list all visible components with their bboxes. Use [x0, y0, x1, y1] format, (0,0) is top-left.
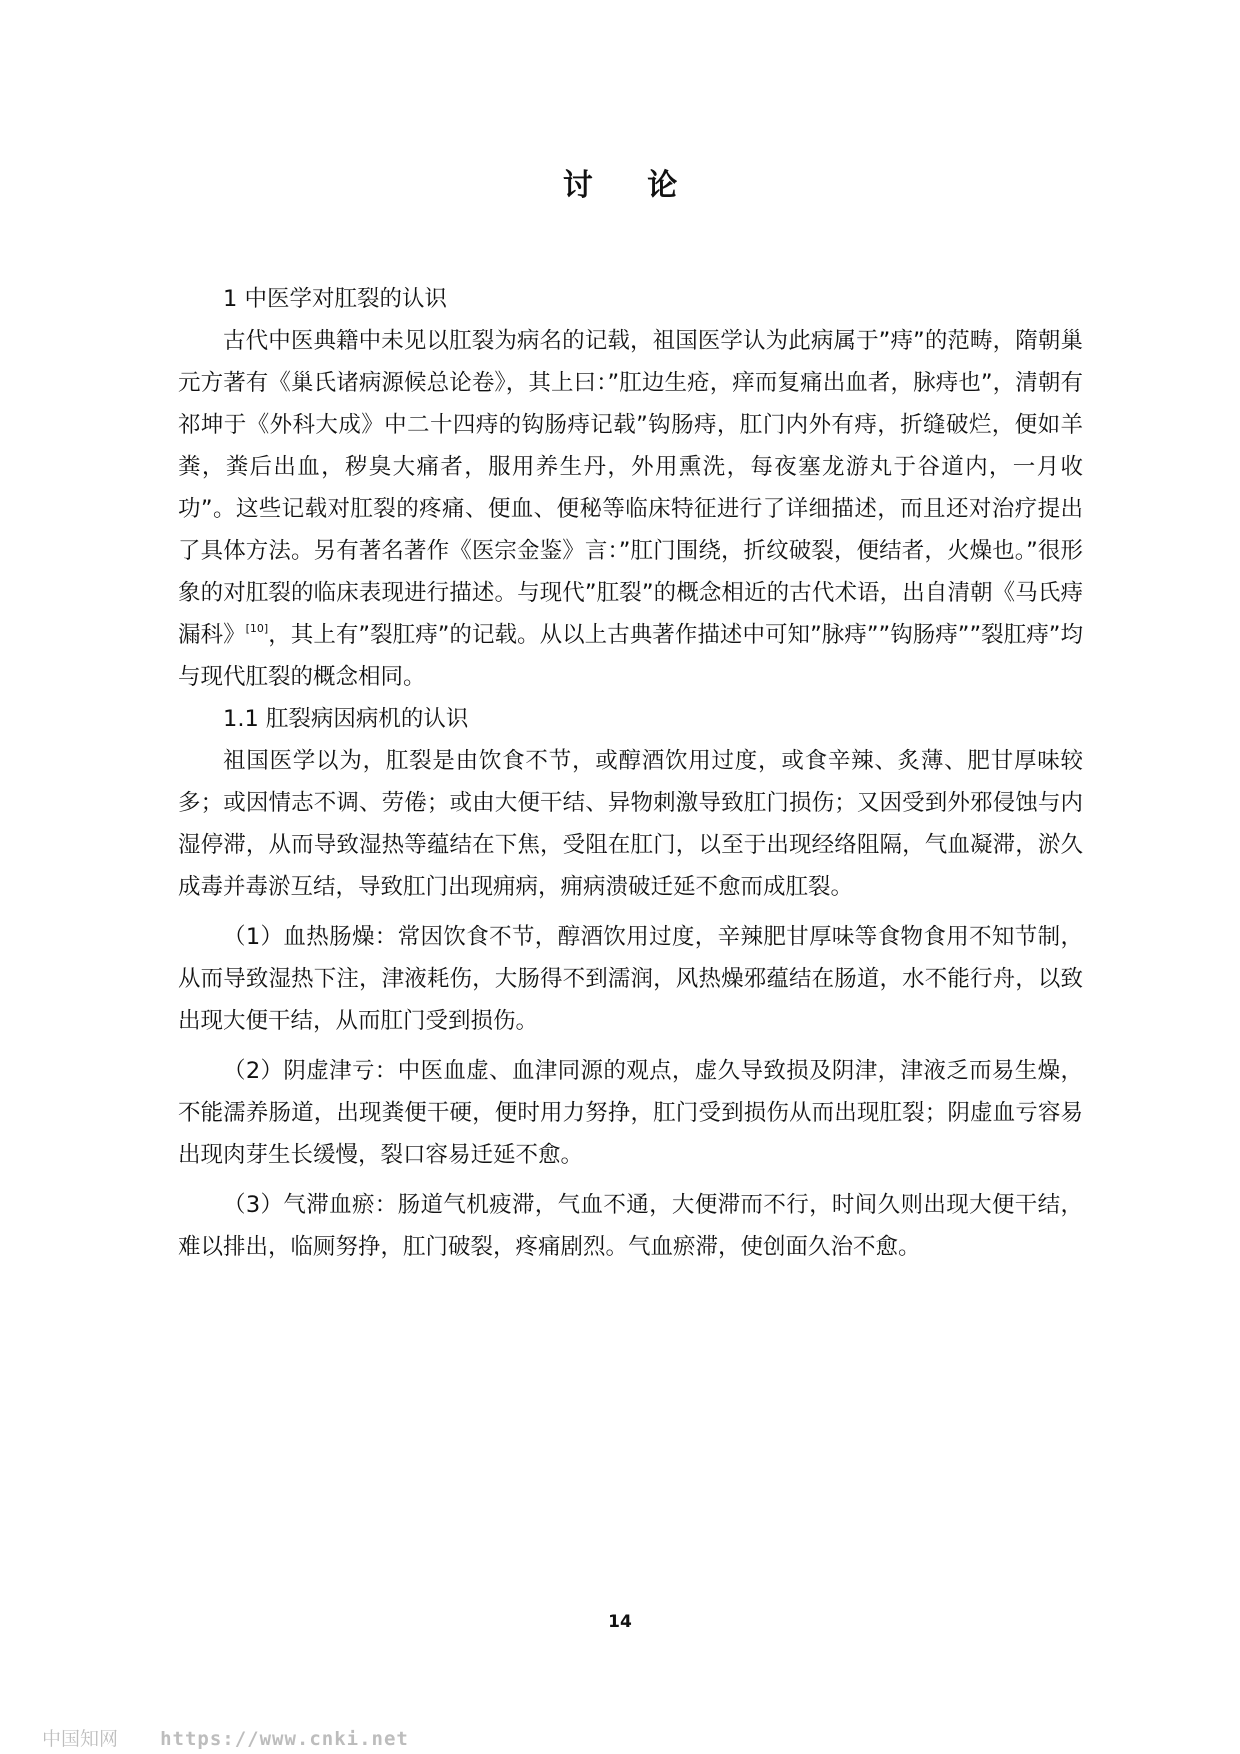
section-heading-1: 1 中医学对肛裂的认识 [223, 286, 447, 312]
list-item-3: （3）气滞血瘀：肠道气机疲滞，气血不通，大便滞而不行，时间久则出现大便干结，难以排出，临厕努挣，肛门破裂，疼痛剧烈。气血瘀滞，使创面久治不愈。 [178, 1192, 1083, 1260]
paragraph-1-text: 古代中医典籍中未见以肛裂为病名的记载，祖国医学认为此病属于”痔”的范畴，隋朝巢元方著有《巢氏诸病源候总论卷》，其上曰：”肛边生疮，痒而复痛出血者，脉痔也”，清朝有祁坤于《外科大成》中二十四痔的钩肠痔记载”钩肠痔，肛门内外有痔，折缝破烂，便如羊粪，粪后出血，秽臭大痛者，服用养生丹，外用熏洗，每夜塞龙游丸于谷道内，一月收功”。这些记载对肛裂的疼痛、便血、便秘等临床特征进行了详细描述，而且还对治疗提出了具体方法。另有著名著作《医宗金鉴》言：”肛门围绕，折纹破裂，便结者，火燥也。”很形象的对肛裂的临床表现进行描述。与现代”肛裂”的概念相近的古代术语，出自清朝《马氏痔漏科》 [178, 328, 1083, 648]
watermark-brand: 中国知网 [42, 1728, 119, 1750]
citation-ref[interactable]: [10] [245, 622, 269, 635]
paragraph-1 [178, 320, 1083, 698]
list-item-1: （1）血热肠燥：常因饮食不节，醇酒饮用过度，辛辣肥甘厚味等食物食用不知节制，从而导致湿热下注，津液耗伤，大肠得不到濡润，风热燥邪蕴结在肠道，水不能行舟，以致出现大便干结，从而肛门受到损伤。 [178, 924, 1083, 1034]
watermark [42, 1724, 409, 1751]
watermark-url[interactable]: https://www.cnki.net [160, 1728, 409, 1750]
paragraph-2: 祖国医学以为，肛裂是由饮食不节，或醇酒饮用过度，或食辛辣、炙薄、肥甘厚味较多；或因情志不调、劳倦；或由大便干结、异物刺激导致肛门损伤；又因受到外邪侵蚀与内湿停滞，从而导致湿热等蕴结在下焦，受阻在肛门，以至于出现经络阻隔，气血凝滞，淤久成毒并毒淤互结，导致肛门出现痈病，痈病溃破迁延不愈而成肛裂。 [178, 748, 1083, 900]
section-heading-1-1: 1.1 肛裂病因病机的认识 [223, 706, 469, 732]
page-number: 14 [608, 1612, 632, 1632]
list-item-2: （2）阴虚津亏：中医血虚、血津同源的观点，虚久导致损及阴津，津液乏而易生燥，不能濡养肠道，出现粪便干硬，便时用力努挣，肛门受到损伤从而出现肛裂；阴虚血亏容易出现肉芽生长缓慢，裂口容易迁延不愈。 [178, 1058, 1083, 1168]
paragraph-1-tail: ，其上有”裂肛痔”的记载。从以上古典著作描述中可知”脉痔””钩肠痔””裂肛痔”均与现代肛裂的概念相同。 [178, 622, 1083, 690]
page-title: 讨 论 [562, 168, 700, 203]
body-text [178, 278, 1083, 1268]
